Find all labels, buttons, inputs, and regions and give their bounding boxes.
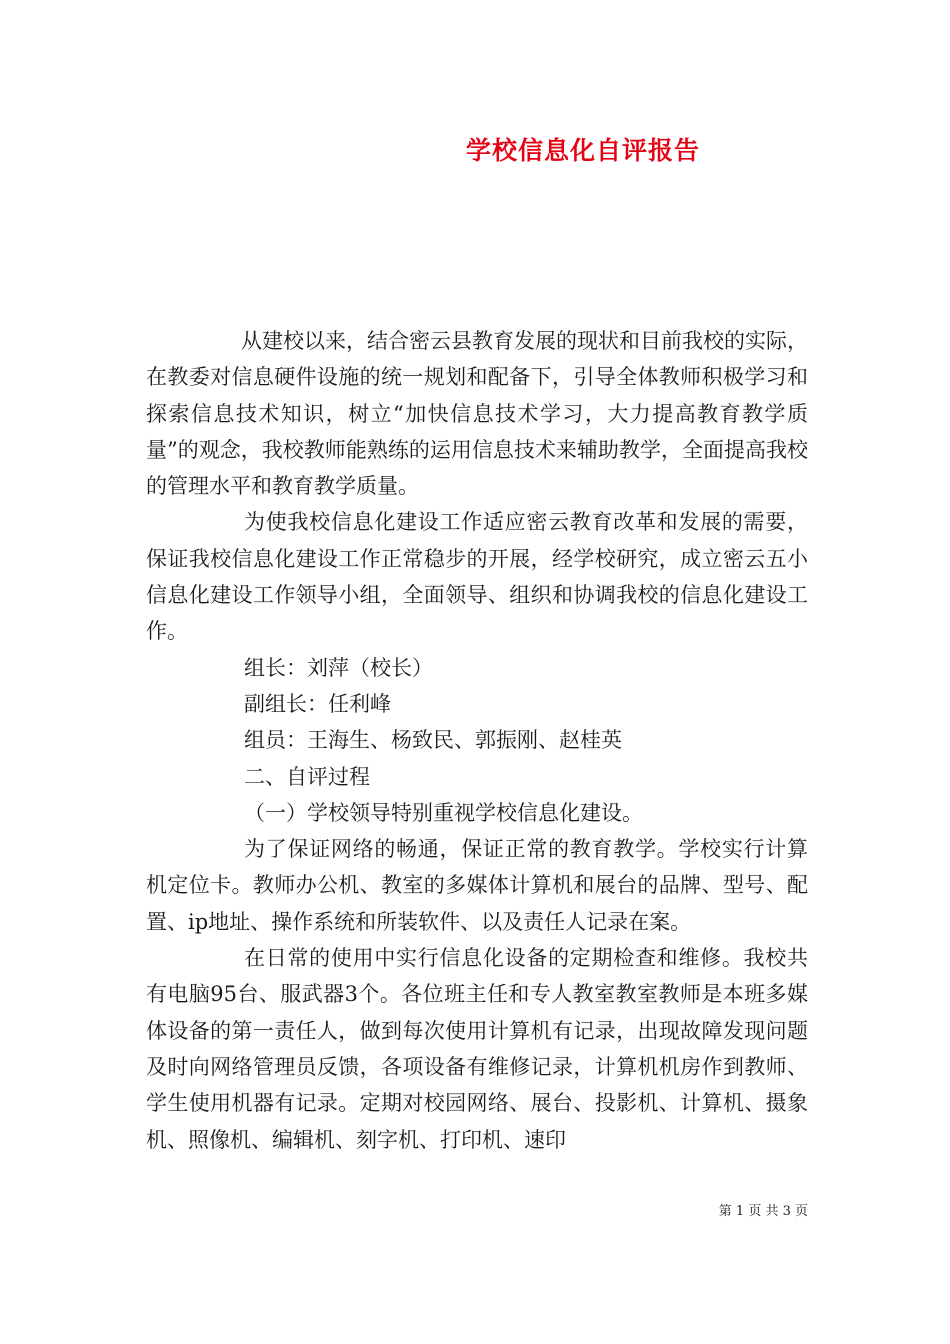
group-members: 组员：王海生、杨致民、郭振刚、赵桂英	[244, 728, 622, 753]
paragraph-intro: 从建校以来，结合密云县教育发展的现状和目前我校的实际，在教委对信息硬件设施的统一规划和配备下，引导全体教师积极学习和探索信息技术知识，树立“加快信息技术学习，大力提高教育教学质量”的观念，我校教师能熟练的运用信息技术来辅助教学，全面提高我校的管理水平和教育教学质量。	[146, 329, 808, 499]
page-number: 第 1 页 共 3 页	[718, 1204, 808, 1219]
group-leader: 组长：刘萍（校长）	[244, 655, 433, 680]
document-title: 学校信息化自评报告	[465, 136, 700, 165]
paragraph-equipment-maintenance: 在日常的使用中实行信息化设备的定期检查和维修。我校共有电脑95台、服武器3个。各位班主任和专人教室教室教师是本班多媒体设备的第一责任人，做到每次使用计算机有记录，出现故障发现问题及时向网络管理员反馈，各项设备有维修记录，计算机机房作到教师、学生使用机器有记录。定期对校园网络、展台、投影机、计算机、摄象机、照像机、编辑机、刻字机、打印机、速印	[146, 946, 808, 1152]
group-deputy-leader: 副组长：任利峰	[244, 691, 391, 716]
subsection-heading: （一）学校领导特别重视学校信息化建设。	[244, 800, 643, 825]
document-body	[146, 323, 808, 1158]
paragraph-network-management: 为了保证网络的畅通，保证正常的教育教学。学校实行计算机定位卡。教师办公机、教室的多媒体计算机和展台的品牌、型号、配置、ip地址、操作系统和所装软件、以及责任人记录在案。	[146, 837, 808, 934]
section-heading: 二、自评过程	[244, 764, 370, 789]
paragraph-leadership-group: 为使我校信息化建设工作适应密云教育改革和发展的需要，保证我校信息化建设工作正常稳步的开展，经学校研究，成立密云五小信息化建设工作领导小组，全面领导、组织和协调我校的信息化建设工作。	[146, 510, 808, 644]
